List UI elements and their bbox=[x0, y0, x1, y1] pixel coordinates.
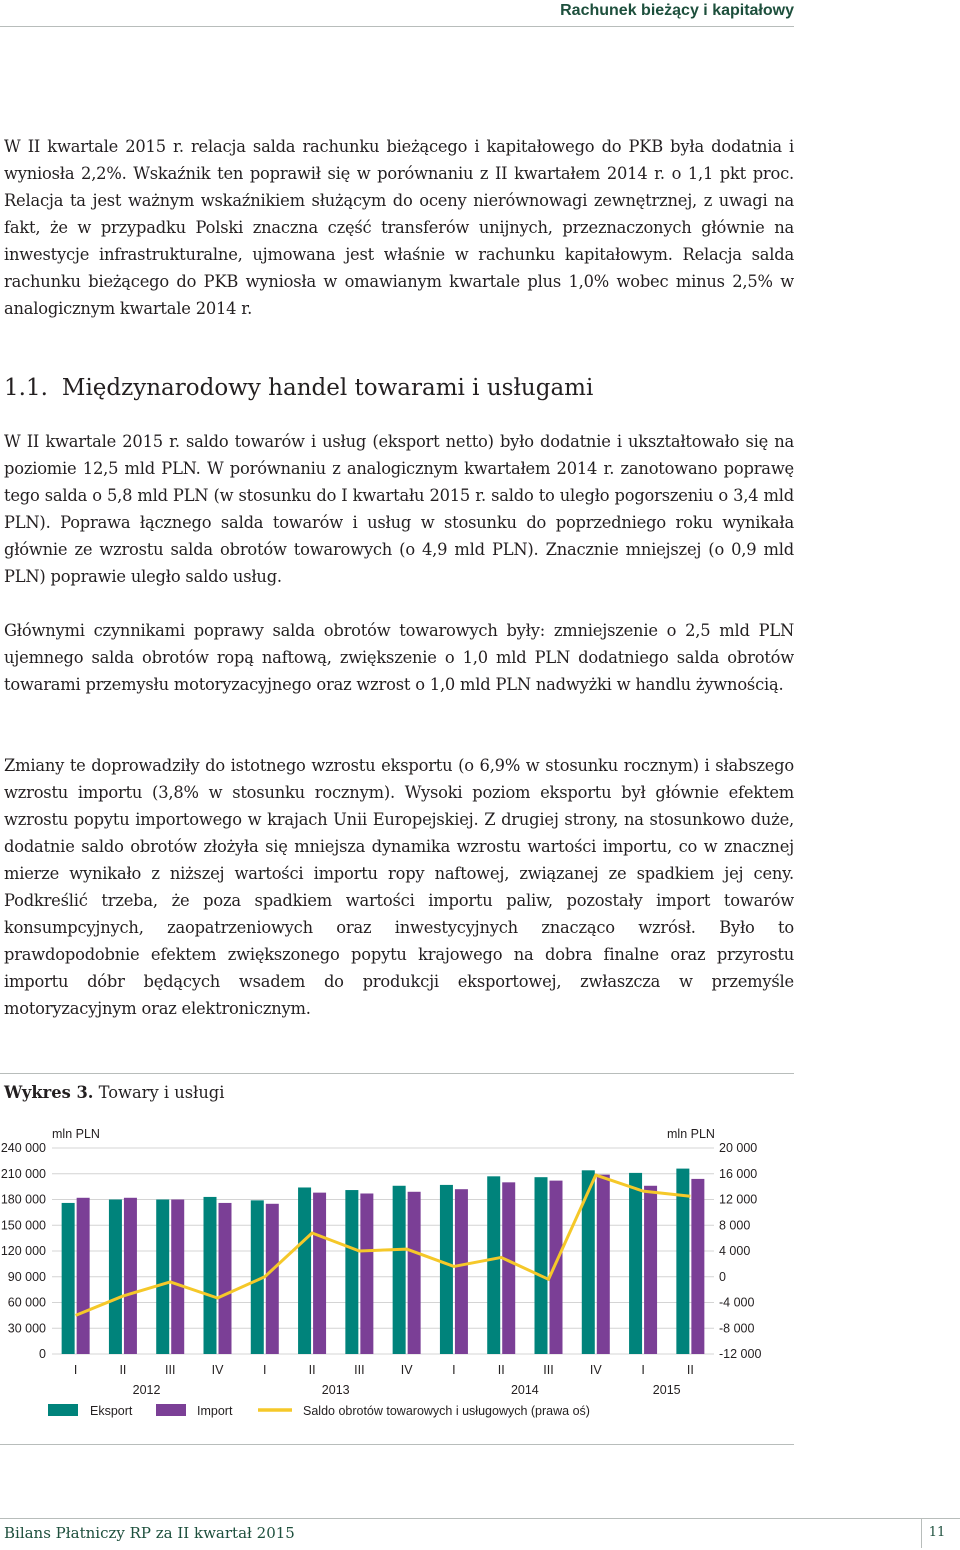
import-bar bbox=[550, 1181, 563, 1354]
x-axis-year-label: 2012 bbox=[132, 1383, 161, 1397]
x-axis-quarter-label: I bbox=[641, 1363, 645, 1377]
right-axis-unit-label: mln PLN bbox=[667, 1127, 715, 1141]
x-axis-quarter-label: II bbox=[686, 1363, 694, 1377]
figure-title: Towary i usługi bbox=[98, 1083, 225, 1102]
running-header-title: Rachunek bieżący i kapitałowy bbox=[560, 2, 794, 19]
export-bar bbox=[440, 1185, 453, 1354]
right-axis-tick-label: 0 bbox=[719, 1269, 726, 1284]
x-axis-quarter-label: I bbox=[452, 1363, 456, 1377]
left-axis-tick-label: 150 000 bbox=[0, 1218, 46, 1233]
right-axis-tick-label: -4 000 bbox=[719, 1295, 755, 1310]
section-title: Międzynarodowy handel towarami i usługami bbox=[61, 375, 594, 401]
import-bar bbox=[124, 1198, 137, 1354]
import-bar bbox=[77, 1198, 90, 1354]
export-bar bbox=[298, 1187, 311, 1354]
import-bar bbox=[502, 1182, 515, 1354]
left-axis-tick-label: 90 000 bbox=[7, 1269, 46, 1284]
legend-export-swatch bbox=[48, 1404, 78, 1416]
export-bar bbox=[393, 1186, 406, 1354]
export-bar bbox=[535, 1177, 548, 1354]
import-bar bbox=[644, 1186, 657, 1354]
import-bar bbox=[691, 1179, 704, 1354]
header-divider bbox=[0, 26, 794, 27]
right-axis-tick-label: 12 000 bbox=[719, 1192, 758, 1207]
x-axis-quarter-label: II bbox=[308, 1363, 316, 1377]
left-axis-tick-label: 60 000 bbox=[7, 1295, 46, 1310]
paragraph-current-capital-account: W II kwartale 2015 r. relacja salda rachunku bieżącego i kapitałowego do PKB była dodatnia i wyniosła 2,2%. Wskaźnik ten poprawił się w porównaniu z II kwartałem 2014 r. o 1,1 pkt proc. Relacja ta jest ważnym wskaźnikiem służącym do oceny nierównowagi zewnętrznej, z uwagi na fakt, że w przypadku Polski znaczna część transferów unijnych, przeznaczonych głównie na inwestycje infrastrukturalne, ujmowana jest właśnie w rachunku kapitałowym. Relacja salda rachunku bieżącego do PKB wyniosła w omawianym kwartale plus 1,0% wobec minus 2,5% w analogicznym kwartale 2014 r. bbox=[4, 137, 794, 318]
legend-import-swatch bbox=[156, 1404, 186, 1416]
x-axis-quarter-label: III bbox=[165, 1363, 176, 1377]
export-bar bbox=[582, 1170, 595, 1354]
paragraph-goods-services-balance: W II kwartale 2015 r. saldo towarów i usług (eksport netto) było dodatnie i ukształtowało się na poziomie 12,5 mld PLN. W porównaniu z analogicznym kwartałem 2014 r. zanotowano poprawę tego salda o 5,8 mld PLN (w stosunku do I kwartału 2015 r. saldo to uległo pogorszeniu o 3,4 mld PLN). Poprawa łącznego salda towarów i usług w stosunku do poprzedniego roku wynikała głównie ze wzrostu salda obrotów towarowych (o 4,9 mld PLN). Znacznie mniejszej (o 0,9 mld PLN) poprawie uległo saldo usług. bbox=[4, 432, 794, 586]
import-bar bbox=[219, 1203, 232, 1354]
paragraph-export-import-changes: Zmiany te doprowadziły do istotnego wzrostu eksportu (o 6,9% w stosunku rocznym) i słabszego wzrostu importu (3,8% w stosunku rocznym). Wysoki poziom eksportu był głównie efektem wzrostu popytu importowego w krajach Unii Europejskiej. Z drugiej strony, na stosunkowo duże, dodatnie saldo obrotów złożyła się mniejsza dynamika wzrostu wartości importu, co w znacznej mierze wynikało z niższej wartości importu ropy naftowej, związanej ze spadkiem jej ceny. Podkreślić trzeba, że poza spadkiem wartości importu paliw, pozostały import towarów konsumpcyjnych, zaopatrzeniowych oraz inwestycyjnych znacząco wzrósł. Było to prawdopodobnie efektem zwiększonego popytu krajowego na dobra finalne oraz przyrostu importu dóbr będących wsadem do produkcji eksportowej, zwłaszcza w przemyśle motoryzacyjnym oraz elektronicznym. bbox=[4, 756, 794, 1018]
legend-import-label: Import bbox=[197, 1404, 233, 1418]
left-axis-unit-label: mln PLN bbox=[52, 1127, 100, 1141]
import-bar bbox=[455, 1189, 468, 1354]
page-number: 11 bbox=[921, 1518, 952, 1548]
right-axis-tick-label: 16 000 bbox=[719, 1166, 758, 1181]
section-number: 1.1. bbox=[4, 375, 48, 401]
figure-top-divider bbox=[0, 1073, 794, 1074]
footer-publication-title: Bilans Płatniczy RP za II kwartał 2015 bbox=[4, 1524, 295, 1542]
right-axis-tick-label: -8 000 bbox=[719, 1321, 755, 1336]
right-axis-tick-label: 8 000 bbox=[719, 1218, 751, 1233]
left-axis-tick-label: 0 bbox=[39, 1347, 46, 1361]
right-axis-tick-label: 4 000 bbox=[719, 1244, 751, 1258]
export-bar bbox=[62, 1203, 75, 1354]
import-bar bbox=[408, 1192, 421, 1354]
goods-services-chart bbox=[0, 1120, 794, 1430]
x-axis-quarter-label: IV bbox=[589, 1363, 602, 1377]
x-axis-quarter-label: IV bbox=[400, 1363, 413, 1377]
section-heading bbox=[4, 372, 593, 404]
export-bar bbox=[109, 1200, 122, 1355]
left-axis-tick-label: 30 000 bbox=[7, 1321, 46, 1336]
x-axis-year-label: 2013 bbox=[321, 1383, 350, 1397]
export-bar bbox=[629, 1173, 642, 1354]
export-bar bbox=[487, 1176, 500, 1354]
figure-bottom-divider bbox=[0, 1444, 794, 1445]
export-bar bbox=[345, 1190, 358, 1354]
x-axis-quarter-label: III bbox=[354, 1363, 365, 1377]
legend-export-label: Eksport bbox=[90, 1404, 133, 1418]
x-axis-quarter-label: II bbox=[497, 1363, 505, 1377]
import-bar bbox=[171, 1200, 184, 1355]
x-axis-year-label: 2015 bbox=[652, 1383, 681, 1397]
x-axis-quarter-label: IV bbox=[211, 1363, 224, 1377]
x-axis-year-label: 2014 bbox=[510, 1383, 539, 1397]
import-bar bbox=[597, 1175, 610, 1354]
left-axis-tick-label: 210 000 bbox=[0, 1166, 46, 1181]
figure-caption bbox=[4, 1080, 224, 1106]
left-axis-tick-label: 180 000 bbox=[0, 1192, 46, 1207]
x-axis-quarter-label: I bbox=[73, 1363, 78, 1377]
import-bar bbox=[360, 1193, 373, 1354]
right-axis-tick-label: -12 000 bbox=[719, 1347, 762, 1361]
x-axis-quarter-label: I bbox=[263, 1363, 267, 1377]
paragraph-trade-factors: Głównymi czynnikami poprawy salda obrotów towarowych były: zmniejszenie o 2,5 mld PLN ujemnego salda obrotów ropą naftową, zwiększenie o 1,0 mld PLN dodatniego salda obrotów towarami przemysłu motoryzacyjnego oraz wzrost o 1,0 mld PLN nadwyżki w handlu żywnością. bbox=[4, 621, 794, 694]
import-bar bbox=[313, 1193, 326, 1354]
x-axis-quarter-label: III bbox=[543, 1363, 554, 1377]
right-axis-tick-label: 20 000 bbox=[719, 1141, 758, 1155]
left-axis-tick-label: 240 000 bbox=[0, 1141, 46, 1155]
legend-balance-label: Saldo obrotów towarowych i usługowych (prawa oś) bbox=[303, 1404, 590, 1418]
x-axis-quarter-label: II bbox=[119, 1363, 127, 1377]
figure-label: Wykres 3. bbox=[4, 1083, 94, 1102]
left-axis-tick-label: 120 000 bbox=[0, 1244, 46, 1258]
export-bar bbox=[156, 1200, 169, 1355]
export-bar bbox=[204, 1197, 217, 1354]
import-bar bbox=[266, 1204, 279, 1354]
